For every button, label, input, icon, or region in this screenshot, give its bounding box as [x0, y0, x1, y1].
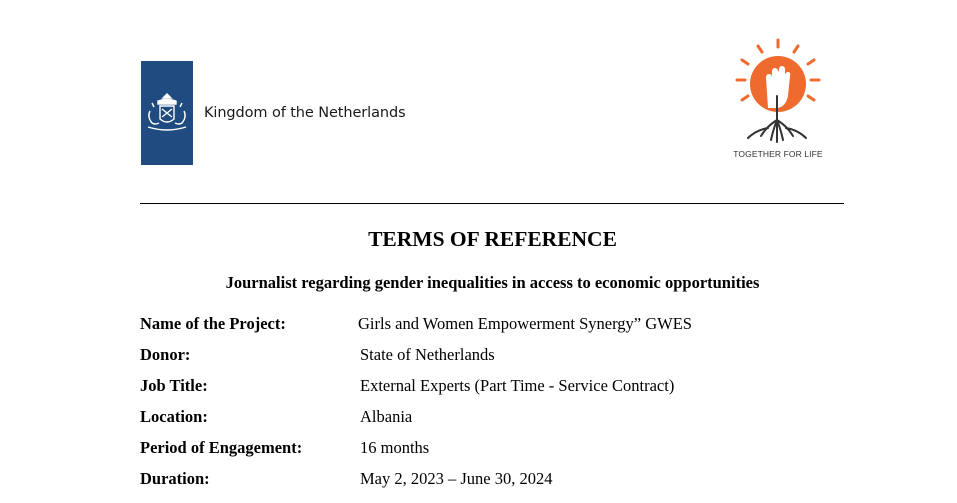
netherlands-coat-of-arms-icon: [141, 61, 193, 165]
detail-value: External Experts (Part Time - Service Contract): [360, 376, 675, 395]
together-for-life-logo: [728, 38, 828, 168]
hand-sun-tree-icon: [728, 38, 828, 150]
detail-value: Albania: [360, 407, 413, 426]
netherlands-logo: [141, 61, 406, 165]
detail-label: Duration:: [140, 469, 210, 488]
detail-value: Girls and Women Empowerment Synergy” GWES: [358, 314, 692, 333]
detail-value: State of Netherlands: [360, 345, 495, 364]
detail-value: May 2, 2023 – June 30, 2024: [360, 469, 553, 488]
netherlands-logo-text: Kingdom of the Netherlands: [204, 105, 406, 121]
document-title: TERMS OF REFERENCE: [368, 227, 617, 251]
detail-label: Donor:: [140, 345, 191, 364]
detail-label: Period of Engagement:: [140, 438, 303, 457]
document-subtitle: Journalist regarding gender inequalities in access to economic opportunities: [225, 273, 760, 292]
together-for-life-text: TOGETHER FOR LIFE: [733, 149, 823, 159]
detail-label: Job Title:: [140, 376, 208, 395]
detail-value: 16 months: [360, 438, 430, 457]
detail-label: Location:: [140, 407, 208, 426]
header-divider: [140, 203, 844, 204]
detail-label: Name of the Project:: [140, 314, 286, 333]
